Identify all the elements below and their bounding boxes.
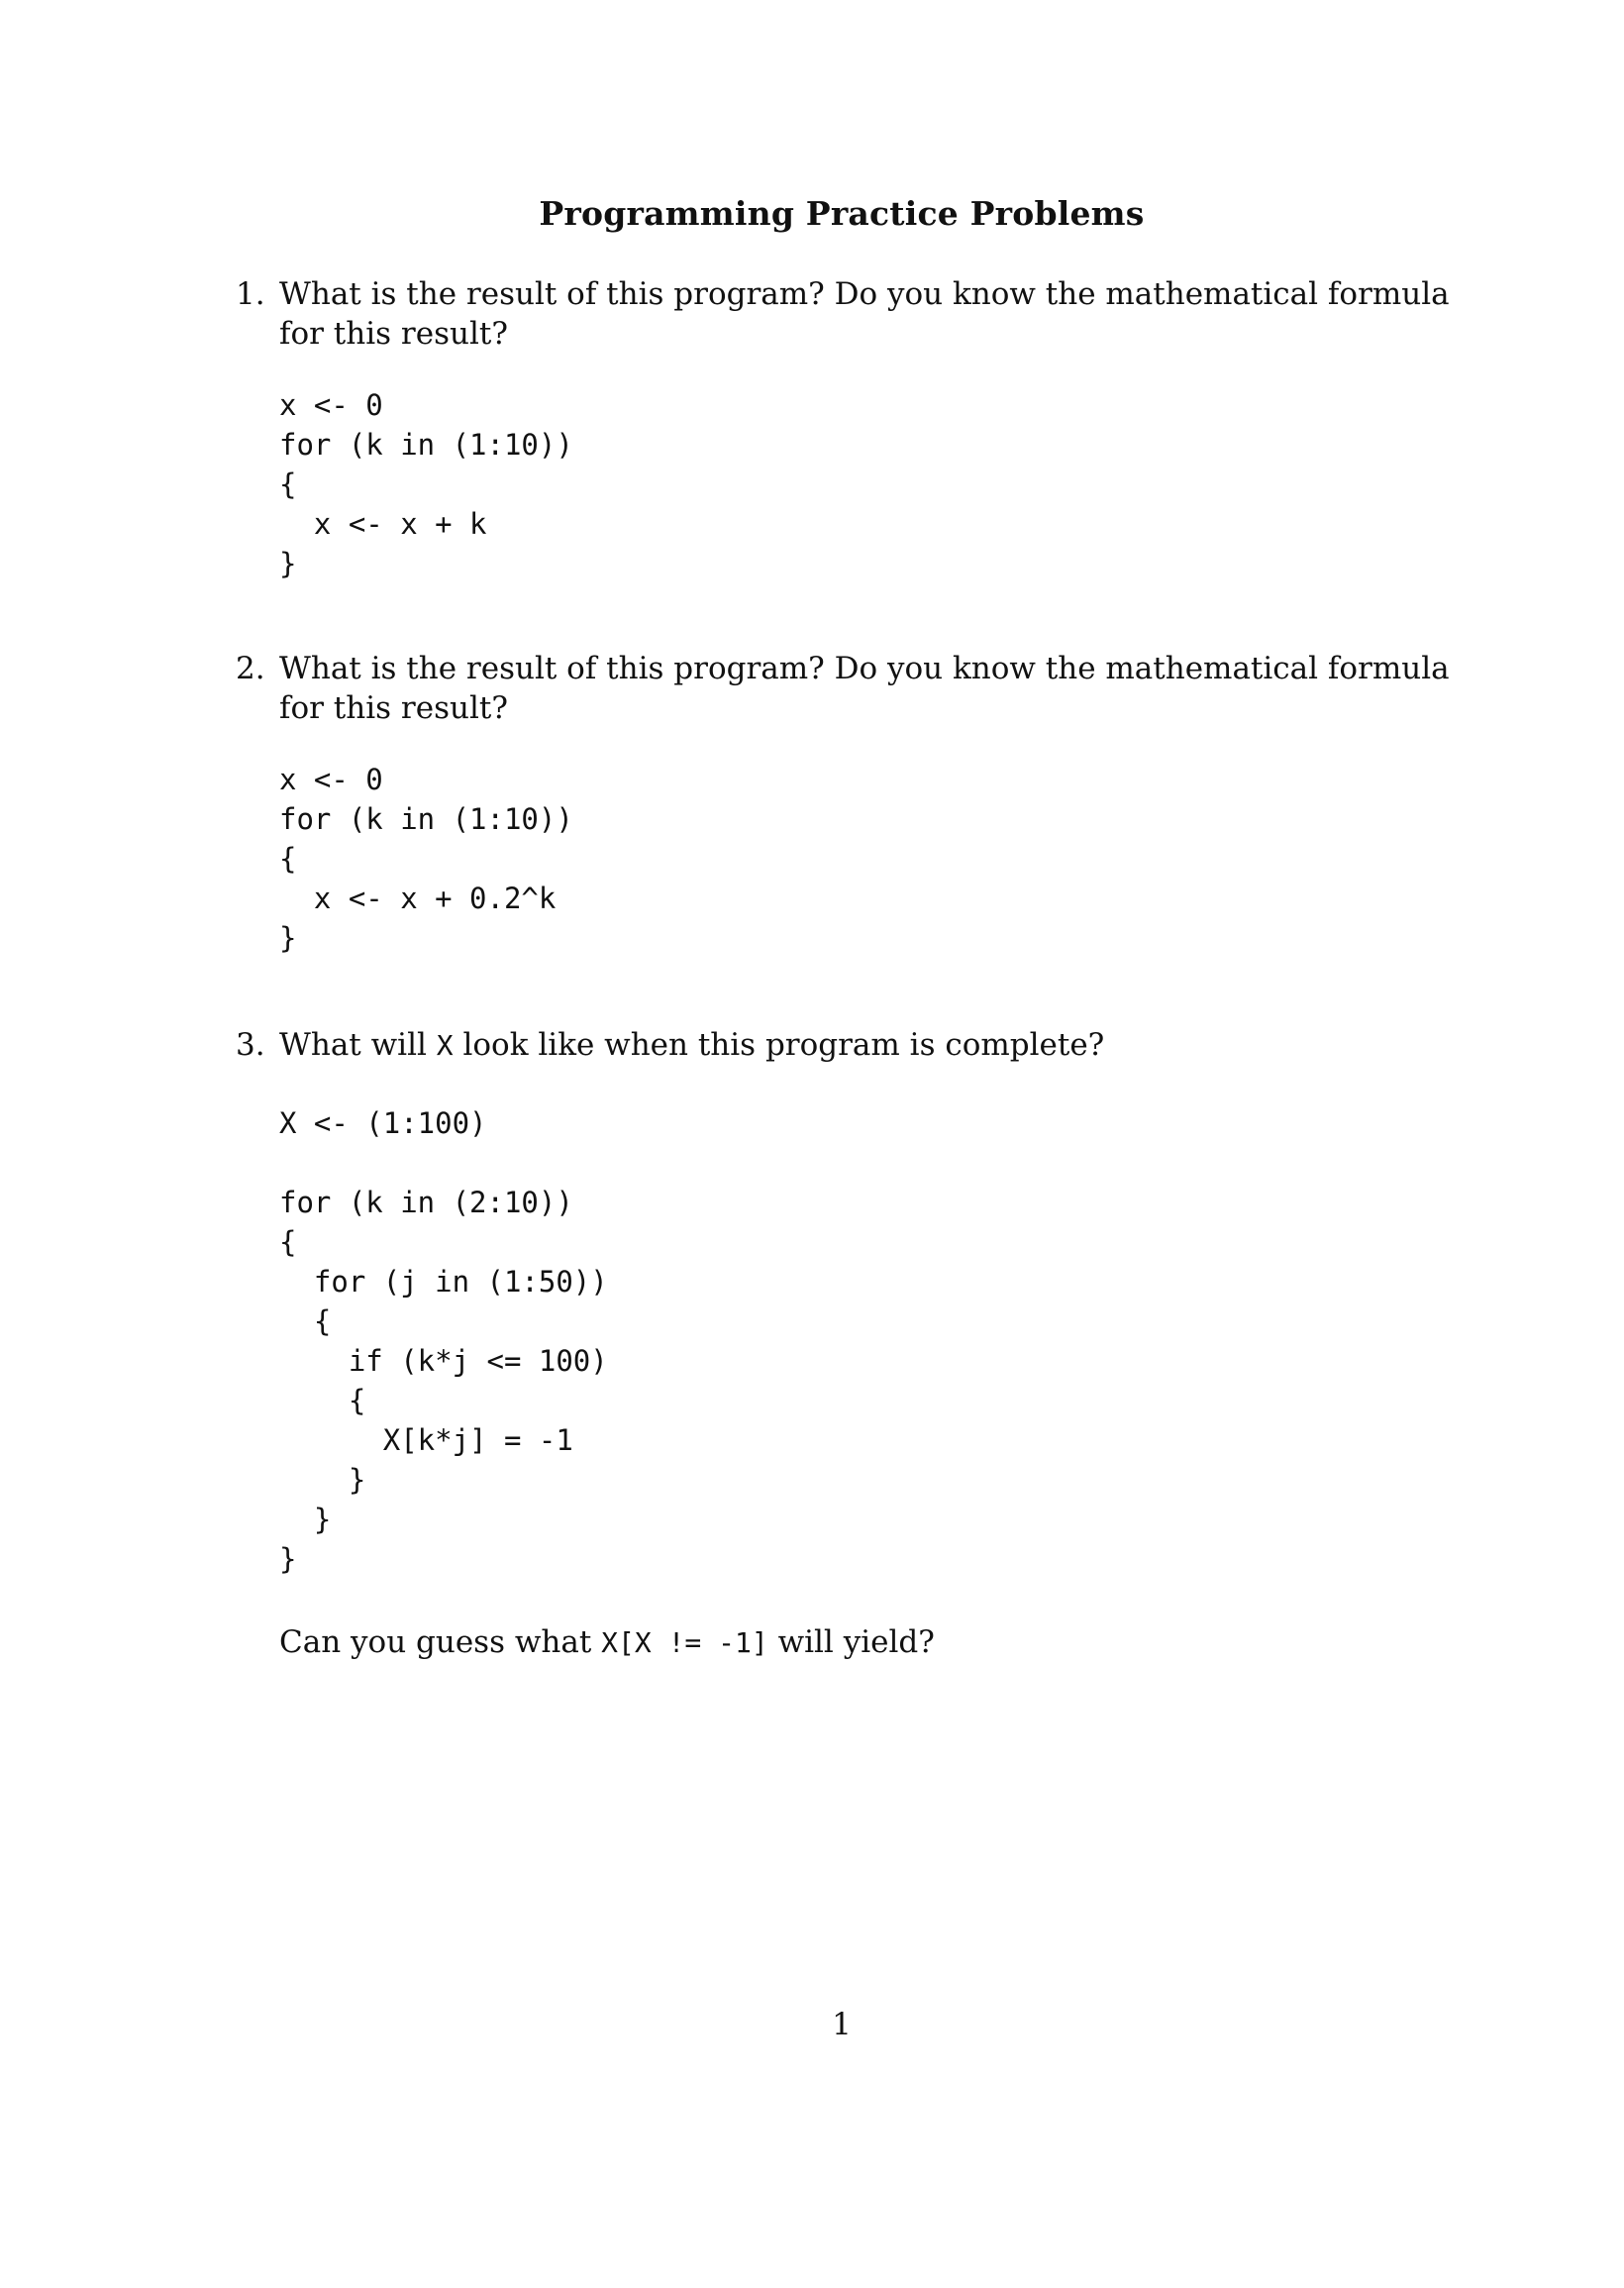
problem-3-number: 3.	[236, 1027, 265, 1063]
problem-3-followup	[236, 1622, 1493, 1663]
problem-1	[236, 274, 1493, 583]
problem-1-question: What is the result of this program? Do you know the mathematical formula for this result?	[279, 276, 1450, 352]
problem-2-number: 2.	[236, 651, 265, 686]
page-number: 1	[832, 2007, 852, 2042]
problem-2-code: x <- 0 for (k in (1:10)) { x <- x + 0.2^k }	[279, 763, 573, 955]
problem-3-question-code: X	[436, 1029, 454, 1062]
problem-3	[236, 1025, 1493, 1663]
problem-3-question-text-end: look like when this program is complete?	[453, 1027, 1105, 1063]
problem-1-question-line	[236, 274, 1493, 354]
document-title: Programming Practice Problems	[539, 194, 1145, 233]
problem-1-code: x <- 0 for (k in (1:10)) { x <- x + k }	[279, 388, 573, 580]
problem-3-code-assignment: X <- (1:100)	[279, 1106, 487, 1140]
problem-2	[236, 649, 1493, 958]
problem-3-question-text-start: What will	[279, 1027, 437, 1063]
followup-text-start: Can you guess what	[279, 1624, 602, 1660]
problem-2-question-line	[236, 649, 1493, 728]
problem-1-number: 1.	[236, 276, 265, 312]
followup-code: X[X != -1]	[601, 1626, 768, 1659]
followup-text-end: will yield?	[767, 1624, 935, 1660]
problem-3-question-line	[236, 1025, 1493, 1066]
problem-3-code-loops: for (k in (2:10)) { for (j in (1:50)) { if (k*j <= 100) { X[k*j] = -1 } } }	[279, 1186, 608, 1576]
problem-2-question: What is the result of this program? Do you know the mathematical formula for this result?	[279, 651, 1450, 726]
